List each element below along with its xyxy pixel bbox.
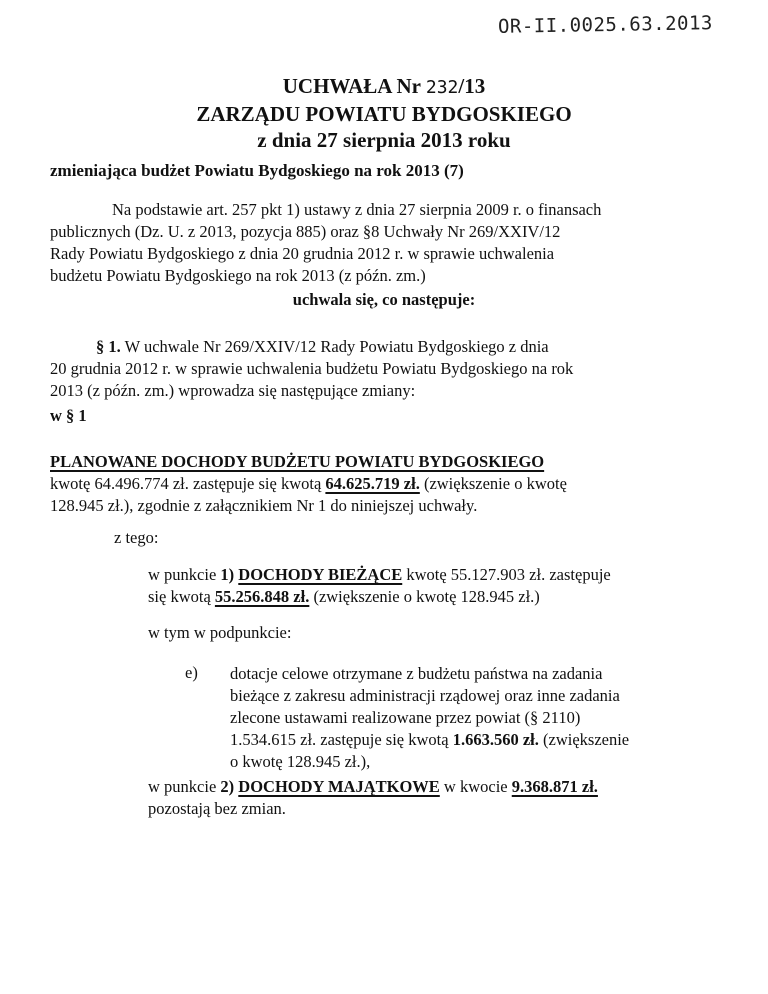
section-1-label: § 1. <box>96 337 121 356</box>
subsidy-new-amount: 1.663.560 zł. <box>452 730 539 749</box>
handwritten-resolution-number: 232 <box>425 77 459 98</box>
current-revenue-new-amount: 55.256.848 zł. <box>214 587 310 606</box>
resolves-heading: uchwala się, co następuje: <box>292 290 476 309</box>
capital-revenue-amount: 9.368.871 zł. <box>511 777 598 796</box>
resolution-subject: zmieniająca budżet Powiatu Bydgoskiego na rok 2013 (7) <box>50 161 464 180</box>
planned-revenue-block: PLANOWANE DOCHODY BUDŻETU POWIATU BYDGOSKIEGO kwotę 64.496.774 zł. zastępuje się kwotą 64.625.719 zł. (zwiększenie o kwotę 128.945 zł.), zgodnie z załącznikiem Nr 1 do niniejszej uchwały. <box>50 451 706 517</box>
handwritten-reference-number: OR-II.0025.63.2013 <box>497 12 714 38</box>
planned-revenue-new-amount: 64.625.719 zł. <box>325 474 420 493</box>
including-label: w tym w podpunkcie: <box>148 623 292 642</box>
w-section-label: w § 1 <box>50 406 87 425</box>
resolution-date: z dnia 27 sierpnia 2013 roku <box>257 128 511 152</box>
point-2-capital-revenue: w punkcie 2) DOCHODY MAJĄTKOWE w kwocie 9.368.871 zł. pozostają bez zmian. <box>148 777 598 818</box>
subpoint-e-label: e) <box>185 663 198 682</box>
point-1-current-revenue: w punkcie 1) DOCHODY BIEŻĄCE kwotę 55.127.903 zł. zastępuje się kwotą 55.256.848 zł. (zwiększenie o kwotę 128.945 zł.) <box>148 565 611 606</box>
of-which-label: z tego: <box>114 528 159 547</box>
current-revenue-heading: DOCHODY BIEŻĄCE <box>238 565 403 584</box>
capital-revenue-heading: DOCHODY MAJĄTKOWE <box>238 777 440 796</box>
section-1-paragraph: § 1. W uchwale Nr 269/XXIV/12 Rady Powiatu Bydgoskiego z dnia 20 grudnia 2012 r. w sprawie uchwalenia budżetu Powiatu Bydgoskiego na rok 2013 (z późn. zm.) wprowadza się następujące zmiany: <box>50 337 574 400</box>
issuing-board: ZARZĄDU POWIATU BYDGOSKIEGO <box>196 102 572 126</box>
subpoint-e-text: dotacje celowe otrzymane z budżetu państwa na zadania bieżące z zakresu administracji rządowej oraz inne zadania zlecone ustawami realizowane przez powiat (§ 2110) 1.534.615 zł. zastępuje się kwotą 1.663.560 zł. (zwiększenie o kwotę 128.945 zł.), <box>230 664 630 771</box>
resolution-title-block <box>0 73 768 153</box>
planned-revenue-heading: PLANOWANE DOCHODY BUDŻETU POWIATU BYDGOSKIEGO <box>50 452 545 471</box>
legal-basis-paragraph: Na podstawie art. 257 pkt 1) ustawy z dnia 27 sierpnia 2009 r. o finansach publicznych (Dz. U. z 2013, pozycja 885) oraz §8 Uchwały Nr 269/XXIV/12 Rady Powiatu Bydgoskiego z dnia 20 grudnia 2012 r. w sprawie uchwalenia budżetu Powiatu Bydgoskiego na rok 2013 (z późn. zm.) <box>50 200 602 285</box>
resolution-title: UCHWAŁA Nr 232/13 <box>282 74 486 98</box>
